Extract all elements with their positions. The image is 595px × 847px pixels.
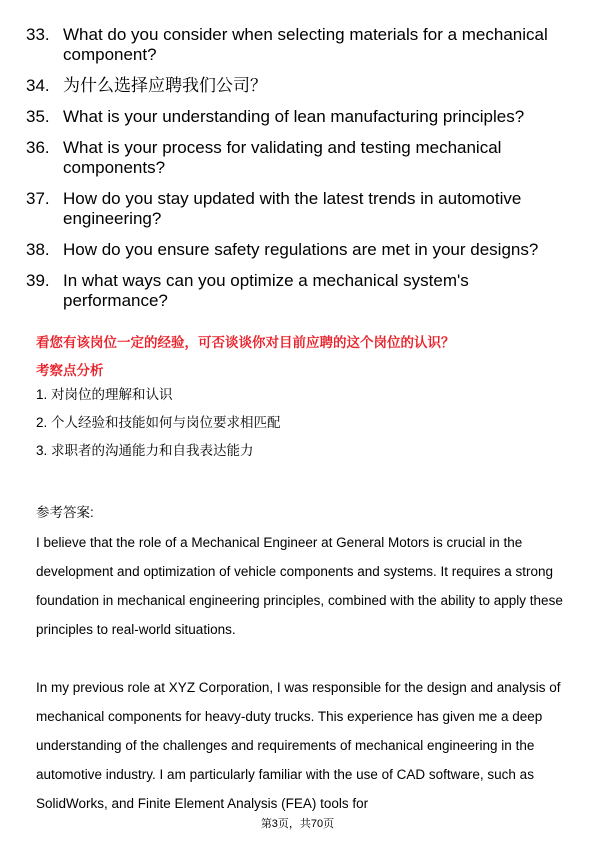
question-number: 34.: [26, 76, 50, 95]
question-number: 36.: [26, 138, 50, 157]
question-number: 35.: [26, 107, 50, 126]
question-text: What is your understanding of lean manufacturing principles?: [63, 107, 525, 126]
question-text: 为什么选择应聘我们公司？: [63, 76, 267, 95]
question-item: [26, 240, 571, 260]
question-text: What is your process for validating and testing mechanical components?: [63, 138, 502, 177]
analysis-point: 1. 对岗位的理解和认识: [36, 387, 173, 402]
analysis-point: 2. 个人经验和技能如何与岗位要求相匹配: [36, 415, 281, 430]
answer-paragraph: In my previous role at XYZ Corporation, I was responsible for the design and analysis of mechanical components for heavy-duty trucks. This experience has given me a deep understanding of the challenges and requirements of mechanical engineering in the automotive industry. I am particularly familiar with the use of CAD software, such as SolidWorks, and Finite Element Analysis (FEA) tools for: [36, 680, 561, 811]
question-item: [26, 107, 571, 127]
question-item: [26, 25, 571, 65]
question-number: 37.: [26, 189, 50, 208]
question-text: How do you stay updated with the latest trends in automotive engineering?: [63, 189, 522, 228]
question-list: [26, 25, 571, 322]
question-number: 33.: [26, 25, 50, 44]
analysis-heading: 考察点分析: [36, 363, 104, 378]
page-footer: 第3页，共70页: [260, 818, 335, 830]
reference-answer-label: 参考答案:: [36, 505, 94, 520]
question-text: In what ways can you optimize a mechanical system's performance?: [63, 271, 469, 310]
question-item: [26, 189, 571, 229]
question-text: What do you consider when selecting materials for a mechanical component?: [63, 25, 548, 64]
reference-answer: [36, 528, 564, 847]
question-item: [26, 271, 571, 311]
analysis-points: [36, 386, 281, 470]
question-text: How do you ensure safety regulations are met in your designs?: [63, 240, 539, 259]
focus-question: 看您有该岗位一定的经验，可否谈谈你对目前应聘的这个岗位的认识？: [36, 335, 455, 350]
analysis-point: 3. 求职者的沟通能力和自我表达能力: [36, 443, 254, 458]
answer-paragraph: I believe that the role of a Mechanical Engineer at General Motors is crucial in the development and optimization of vehicle components and systems. It requires a strong foundation in mechanical engineering principles, combined with the ability to apply these principles to real-world situations.: [36, 535, 563, 637]
question-item: [26, 138, 571, 178]
question-number: 39.: [26, 271, 50, 290]
question-item: [26, 76, 571, 96]
question-number: 38.: [26, 240, 50, 259]
